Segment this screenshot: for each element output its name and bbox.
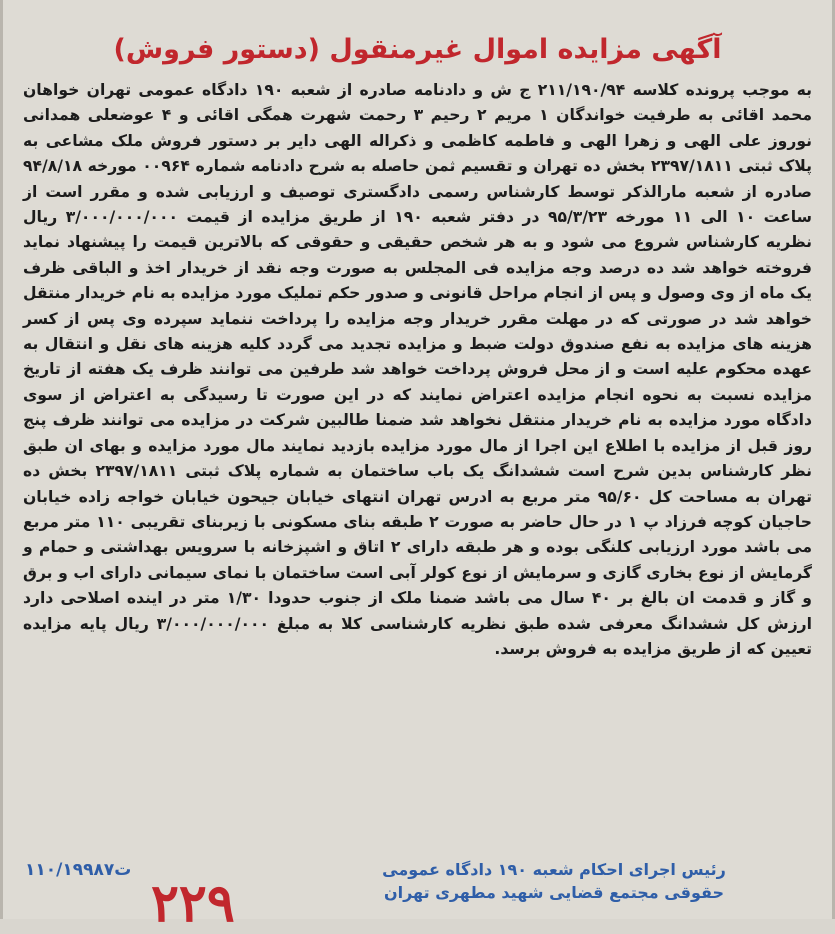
reference-number: ۱۱۰/۱۹۹۸۷ت <box>25 860 132 880</box>
notice-footer <box>21 858 814 934</box>
notice-body: به موجب پرونده کلاسه ۲۱۱/۱۹۰/۹۴ ج ش و دادنامه صادره از شعبه ۱۹۰ دادگاه عمومی تهران خواهان محمد اقائی به طرفیت خواندگان ۱ مریم ۲ رحیم ۳ رحمت شهرت همگی اقائی و ۴ عوضعلی همدانی نوروز علی الهی و زهرا الهی و فاطمه کاظمی و ذکراله الهی دایر بر دستور فروش ملک مشاعی به پلاک ثبتی ۲۳۹۷/۱۸۱۱ بخش ده تهران و تقسیم ثمن حاصله به شرح دادنامه شماره ۰۰۹۶۴ مورخه ۹۴/۸/۱۸ صادره از شعبه مارالذکر توسط کارشناس رسمی دادگستری توصیف و ارزیابی شده و مقرر است از ساعت ۱۰ الی ۱۱ مورخه ۹۵/۳/۲۳ در دفتر شعبه ۱۹۰ از طریق مزایده از قیمت ۳/۰۰۰/۰۰۰/۰۰۰ ریال نظریه کارشناس شروع می شود و به هر شخص حقیقی و حقوقی که بالاترین قیمت را پیشنهاد نماید فروخته خواهد شد ده درصد وجه مزایده فی المجلس به صورت وجه نقد از خریدار اخذ و الباقی ظرف یک ماه از وی وصول و پس از انجام مراحل قانونی و صدور حکم تملیک مورد مزایده به نام خریدار منتقل خواهد شد در صورتی که در مهلت مقرر خریدار وجه مزایده را پرداخت ننماید سپرده وی پس از کسر هزینه های مزایده به نفع صندوق دولت ضبط و مزایده تجدید می گردد کلیه هزینه های نقل و انتقال به عهده محکوم علیه است و از محل فروش پرداخت خواهد شد طرفین می توانند ظرف یک هفته از تاریخ مزایده نسبت به نحوه انجام مزایده اعتراض نمایند که در این صورت تا رسیدگی به اعتراض از سوی دادگاه مورد مزایده به نام خریدار منتقل نخواهد شد ضمنا طالبین شرکت در مزایده می توانند ظرف پنج روز قبل از مزایده با اطلاع این اجرا از مال مورد مزایده بازدید نمایند مال مورد مزایده و بهای ان طبق نظر کارشناس بدین شرح است ششدانگ یک باب ساختمان به شماره پلاک ثبتی ۲۳۹۷/۱۸۱۱ بخش ده تهران به مساحت کل ۹۵/۶۰ متر مربع به ادرس تهران انتهای خیابان جیحون خیابان خواجه زاده خیابان حاجیان کوچه فرزاد پ ۱ در حال حاضر به صورت ۲ طبقه بنای مسکونی با زیربنای تقریبی ۱۱۰ متر مربع می باشد مورد ارزیابی کلنگی بوده و هر طبقه دارای ۲ اتاق و اشپزخانه با سرویس بهداشتی و حمام و گرمایش از نوع بخاری گازی و سرمایش از نوع کولر آبی است ساختمان با نمای سیمانی دارای اب و برق و گاز و قدمت ان بالغ بر ۴۰ سال می باشد ضمنا ملک از جنوب حدودا ۱/۳۰ متر در اینده اصلاحی دارد ارزش کل ششدانگ معرفی شده طبق نظریه کارشناسی کلا به مبلغ ۳/۰۰۰/۰۰۰/۰۰۰ ریال پایه مزایده تعیین که از طریق مزایده به فروش برسد. <box>23 81 813 658</box>
notice-title: آگهی مزایده اموال غیرمنقول (دستور فروش) <box>113 34 722 65</box>
stamp-number: ۲۲۹ <box>151 873 235 934</box>
signature-line-2: حقوقی مجتمع قضایی شهید مطهری تهران <box>383 883 725 902</box>
signature-block <box>294 858 814 904</box>
signature-line-1: رئیس اجرای احکام شعبه ۱۹۰ دادگاه عمومی <box>382 860 726 879</box>
